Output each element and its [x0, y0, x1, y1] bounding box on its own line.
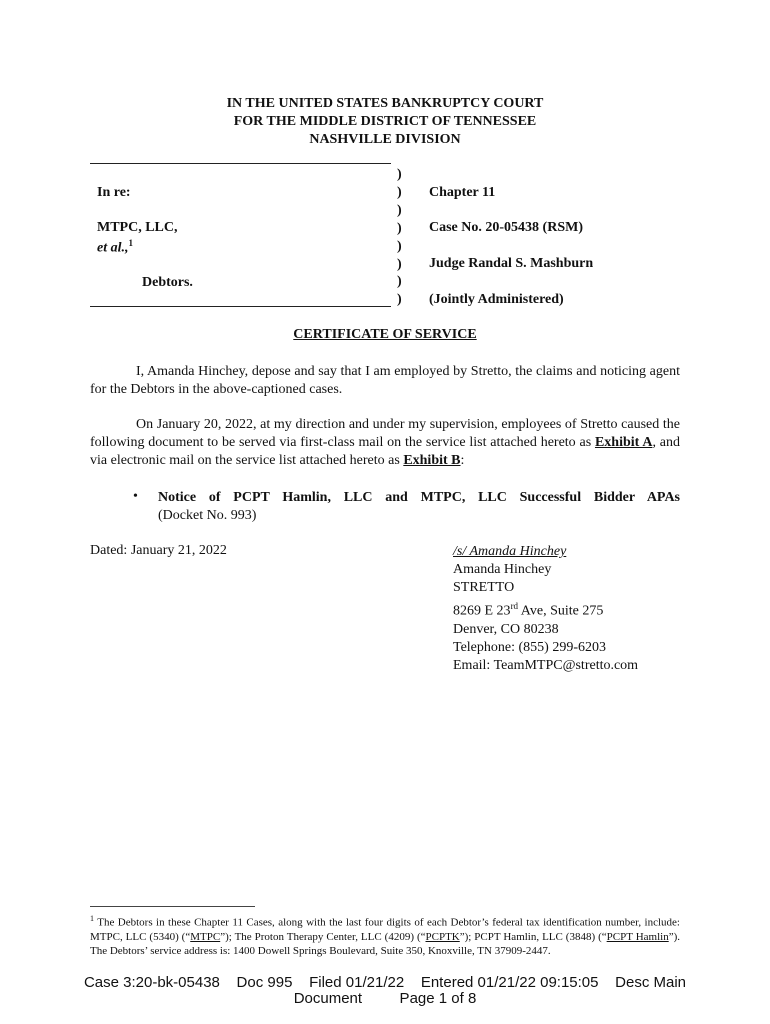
address-post: Ave, Suite 275	[518, 603, 604, 619]
case-number: Case No. 20-05438 (RSM)	[429, 220, 583, 235]
footnote-text-3: ”); PCPT Hamlin, LLC (3848) (“	[459, 930, 607, 943]
footnote-pcptk: PCPTK	[425, 930, 460, 943]
judge: Judge Randal S. Mashburn	[429, 256, 594, 271]
exhibit-a-ref: Exhibit A	[594, 435, 653, 450]
jointly-administered: (Jointly Administered)	[429, 292, 564, 307]
footnote-text-2: ”); The Proton Therapy Center, LLC (4209) (“	[220, 930, 426, 943]
document-title: CERTIFICATE OF SERVICE	[293, 327, 477, 342]
footnote-rule	[90, 906, 255, 907]
footnote-text-4: ”). The Debtors’ service address is: 1400 Dowell Springs Boulevard, Suite 350, Knoxville, TN 37909-2447.	[90, 930, 680, 957]
address-pre: 8269 E 23	[453, 603, 511, 619]
exhibit-b-ref: Exhibit B	[403, 453, 461, 468]
court-heading	[0, 95, 770, 149]
signature-block	[453, 543, 638, 675]
address-sup: rd	[510, 601, 519, 611]
court-line-3: NASHVILLE DIVISION	[309, 132, 461, 147]
footnote-mtpc: MTPC	[190, 930, 221, 943]
signer-email: Email: TeamMTPC@stretto.com	[453, 657, 639, 673]
caption-top-rule	[90, 163, 391, 164]
bullet-item	[158, 489, 680, 525]
footnote-text-1: The Debtors in these Chapter 11 Cases, along with the last four digits of each Debtor’s federal tax identification number, include: MTPC, LLC (5340) (“	[90, 916, 680, 943]
court-line-2: FOR THE MIDDLE DISTRICT OF TENNESSEE	[233, 114, 537, 129]
paren: )	[397, 238, 402, 254]
bullet-docket: (Docket No. 993)	[158, 508, 257, 523]
chapter: Chapter 11	[429, 185, 496, 200]
paragraph-2-text-c: :	[460, 453, 465, 468]
filing-stamp-line-1: Case 3:20-bk-05438 Doc 995 Filed 01/21/22 Entered 01/21/22 09:15:05 Desc Main	[83, 974, 687, 991]
caption-parentheses	[397, 166, 409, 309]
paren: )	[397, 292, 402, 308]
dated-line: Dated: January 21, 2022	[90, 543, 227, 558]
signer-company: STRETTO	[453, 580, 515, 595]
paren: )	[397, 167, 402, 182]
signature: /s/ Amanda Hinchey	[453, 544, 567, 559]
court-line-1: IN THE UNITED STATES BANKRUPTCY COURT	[226, 96, 544, 111]
paragraph-1: I, Amanda Hinchey, depose and say that I am employed by Stretto, the claims and noticing agent for the Debtors in the above-captioned cases.	[90, 364, 680, 397]
footnote	[90, 912, 680, 958]
paren: )	[397, 274, 402, 290]
footnote-number: 1	[90, 914, 94, 923]
footnote-ref: 1	[128, 238, 133, 248]
filing-stamp-line-2: Document Page 1 of 8	[293, 990, 477, 1007]
signer-address	[453, 597, 638, 621]
bullet-title: Notice of PCPT Hamlin, LLC and MTPC, LLC Successful Bidder APAs	[158, 490, 680, 505]
footnote-pcpt-hamlin: PCPT Hamlin	[606, 930, 669, 943]
paragraph-2-text-b: , and via electronic mail on the service list attached hereto as	[90, 435, 680, 468]
signer-city: Denver, CO 80238	[453, 621, 559, 637]
debtor-name: MTPC, LLC,	[97, 220, 178, 235]
paragraph-2-text-a: On January 20, 2022, at my direction and under my supervision, employees of Stretto caused the following document to be served via first-class mail on the service list attached hereto as	[90, 417, 680, 450]
et-al-text: et al.,	[97, 240, 129, 256]
paren: )	[397, 202, 402, 218]
paragraph-2	[90, 416, 680, 470]
paren: )	[397, 220, 402, 236]
debtors-label: Debtors.	[142, 275, 193, 290]
in-re-label: In re:	[97, 185, 131, 200]
caption-bottom-rule	[90, 306, 391, 307]
signer-phone: Telephone: (855) 299-6203	[453, 639, 606, 655]
bullet-glyph: •	[133, 489, 138, 504]
et-al	[97, 238, 133, 257]
paren: )	[397, 184, 402, 200]
paren: )	[397, 256, 402, 272]
signer-name: Amanda Hinchey	[453, 562, 552, 577]
